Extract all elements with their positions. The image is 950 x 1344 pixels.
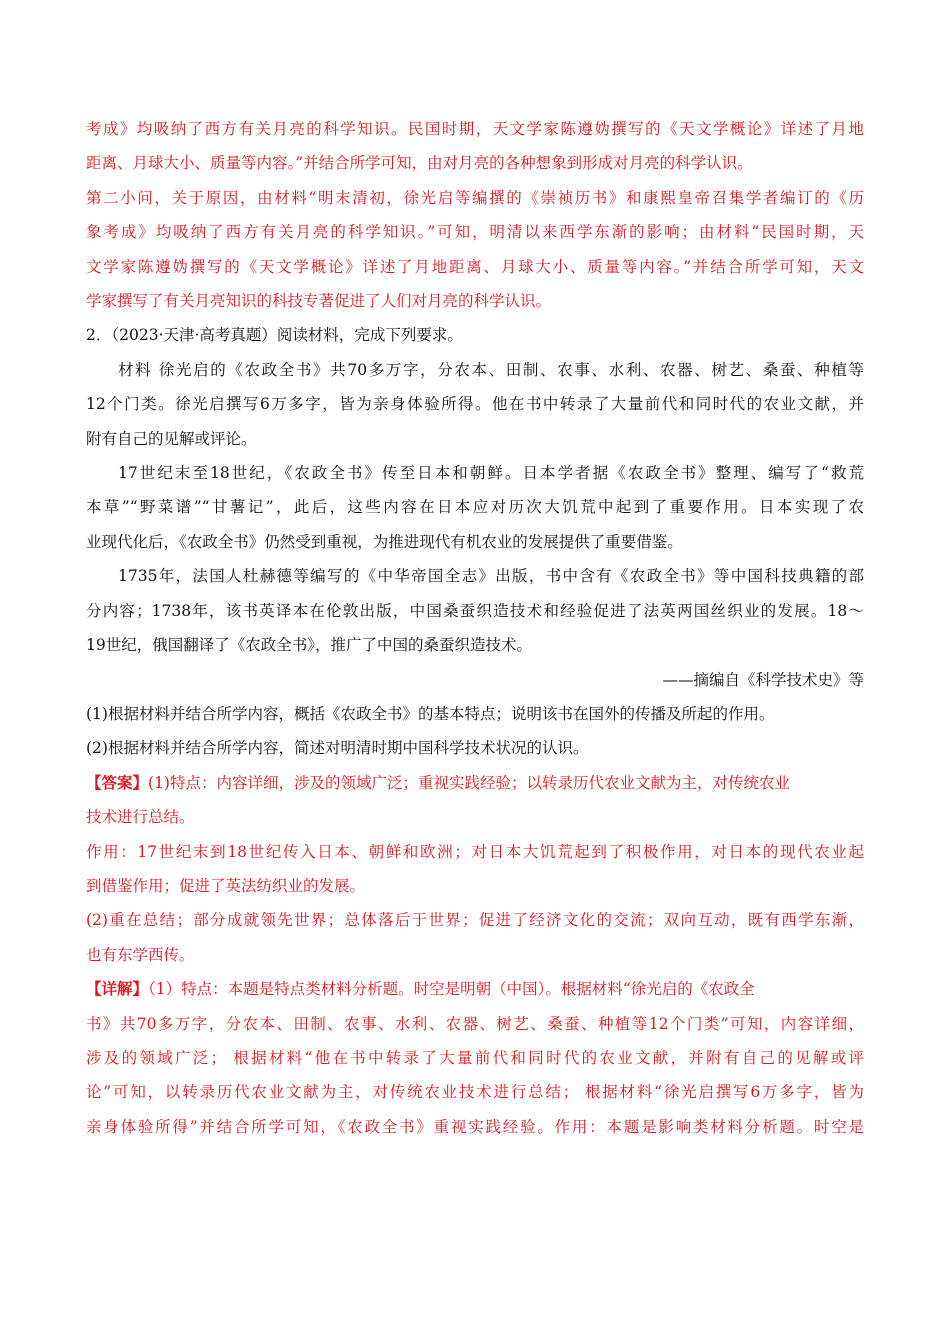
analysis-line: 距离、月球大小、质量等内容。”并结合所学可知，由对月亮的各种想象到形成对月亮的科学认识。 (86, 154, 753, 173)
answer-line: (2)重在总结；部分成就领先世界；总体落后于世界；促进了经济文化的交流；双向互动，既有西学东渐， (86, 911, 864, 930)
sub-question: (1)根据材料并结合所学内容，概括《农政全书》的基本特点；说明该书在国外的传播及所起的作用。 (86, 704, 775, 723)
material-line: 19世纪，俄国翻译了《农政全书》，推广了中国的桑蚕织造技术。 (86, 636, 532, 655)
analysis-line: 第二小问，关于原因，由材料“明末清初，徐光启等编撰的《崇祯历书》和康熙皇帝召集学者编订的《历 (86, 188, 864, 207)
answer-line: 作用：17世纪末到18世纪传入日本、朝鲜和欧洲；对日本大饥荒起到了积极作用，对日本的现代农业起 (86, 842, 864, 861)
answer-line: 技术进行总结。 (86, 808, 195, 827)
document-page (86, 112, 864, 1144)
detail-line: 涉及的领域广泛； 根据材料“他在书中转录了大量前代和同时代的农业文献，并附有自己的见解或评 (86, 1048, 864, 1067)
answer-line: 也有东学西传。 (86, 945, 195, 964)
material-line: 附有自己的见解或评论。 (86, 429, 257, 448)
question-header: 2．（2023·天津·高考真题）阅读材料，完成下列要求。 (86, 326, 463, 345)
detail-tag: 【详解】 (86, 979, 149, 999)
material-line: 业现代化后，《农政全书》仍然受到重视，为推进现代有机农业的发展提供了重要借鉴。 (86, 532, 683, 551)
material-line: 材料 徐光启的《农政全书》共70多万字，分农本、田制、农事、水利、农器、树艺、桑蚕、种植等 (118, 360, 864, 379)
answer-line: 【答案】(1)特点：内容详细，涉及的领域广泛；重视实践经验；以转录历代农业文献为主，对传统农业 (86, 772, 790, 792)
detail-line: 书》共70多万字，分农本、田制、农事、水利、农器、树艺、桑蚕、种植等12个门类”可知，内容详细， (86, 1014, 864, 1033)
material-line: 1735年，法国人杜赫德等编写的《中华帝国全志》出版，书中含有《农政全书》等中国科技典籍的部 (118, 567, 864, 586)
sub-question: (2)根据材料并结合所学内容，简述对明清时期中国科学技术状况的认识。 (86, 739, 589, 758)
material-line: 本草”“野菜谱”“甘薯记”，此后，这些内容在日本应对历次大饥荒中起到了重要作用。日本实现了农 (86, 498, 864, 517)
answer-tag: 【答案】 (86, 772, 149, 792)
material-source: ——摘编自《科学技术史》等 (662, 670, 864, 689)
analysis-line: 文学家陈遵妫撰写的《天文学概论》详述了月地距离、月球大小、质量等内容。”并结合所学可知，天文 (86, 257, 864, 276)
material-line: 分内容；1738年，该书英译本在伦敦出版，中国桑蚕织造技术和经验促进了法英两国丝织业的发展。18～ (86, 601, 864, 620)
analysis-line: 学家撰写了有关月亮知识的科技专著促进了人们对月亮的科学认识。 (86, 292, 552, 311)
detail-line: 亲身体验所得”并结合所学可知，《农政全书》重视实践经验。作用：本题是影响类材料分析题。时空是 (86, 1117, 864, 1136)
material-line: 12个门类。徐光启撰写6万多字，皆为亲身体验所得。他在书中转录了大量前代和同时代的农业文献，并 (86, 395, 864, 414)
detail-line: 【详解】（1）特点：本题是特点类材料分析题。时空是明朝（中国）。根据材料“徐光启的《农政全 (86, 979, 755, 999)
analysis-line: 考成》均吸纳了西方有关月亮的科学知识。民国时期，天文学家陈遵妫撰写的《天文学概论》详述了月地 (86, 120, 864, 138)
answer-line: 到借鉴作用；促进了英法纺织业的发展。 (86, 876, 366, 895)
analysis-line: 象考成》均吸纳了西方有关月亮的科学知识。”可知，明清以来西学东渐的影响；由材料“民国时期，天 (86, 223, 864, 242)
detail-line: 论”可知，以转录历代农业文献为主，对传统农业技术进行总结； 根据材料“徐光启撰写6万多字，皆为 (86, 1083, 864, 1102)
material-line: 17世纪末至18世纪，《农政全书》传至日本和朝鲜。日本学者据《农政全书》整理、编写了“救荒 (118, 464, 864, 483)
